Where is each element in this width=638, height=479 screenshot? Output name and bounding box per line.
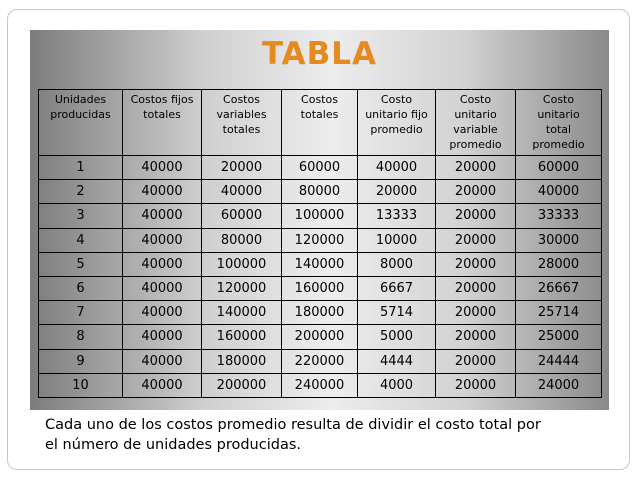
table-cell: 100000 bbox=[202, 252, 282, 276]
table-cell: 40000 bbox=[202, 180, 282, 204]
table-cell: 40000 bbox=[123, 373, 202, 397]
table-row bbox=[39, 156, 602, 180]
table-cell: 2 bbox=[39, 180, 123, 204]
table-cell: 5 bbox=[39, 252, 123, 276]
table-row bbox=[39, 349, 602, 373]
table-cell: 40000 bbox=[123, 156, 202, 180]
table-cell: 20000 bbox=[436, 276, 516, 300]
table-cell: 20000 bbox=[436, 228, 516, 252]
cost-table bbox=[38, 89, 602, 398]
table-cell: 26667 bbox=[516, 276, 602, 300]
table-cell: 6667 bbox=[358, 276, 436, 300]
table-cell: 60000 bbox=[282, 156, 358, 180]
table-row bbox=[39, 180, 602, 204]
table-cell: 28000 bbox=[516, 252, 602, 276]
table-cell: 40000 bbox=[123, 180, 202, 204]
table-cell: 8 bbox=[39, 325, 123, 349]
table-cell: 180000 bbox=[202, 349, 282, 373]
header-unidades-producidas: Unidades producidas bbox=[39, 90, 123, 156]
table-cell: 13333 bbox=[358, 204, 436, 228]
table-cell: 20000 bbox=[436, 349, 516, 373]
table-cell: 40000 bbox=[123, 228, 202, 252]
table-cell: 40000 bbox=[516, 180, 602, 204]
table-row bbox=[39, 373, 602, 397]
table-cell: 40000 bbox=[123, 204, 202, 228]
table-cell: 20000 bbox=[358, 180, 436, 204]
table-cell: 33333 bbox=[516, 204, 602, 228]
table-cell: 40000 bbox=[123, 349, 202, 373]
table-cell: 180000 bbox=[282, 301, 358, 325]
table-cell: 3 bbox=[39, 204, 123, 228]
table-cell: 140000 bbox=[202, 301, 282, 325]
table-cell: 20000 bbox=[436, 252, 516, 276]
header-costos-fijos-totales: Costos fijos totales bbox=[123, 90, 202, 156]
table-cell: 40000 bbox=[358, 156, 436, 180]
table-cell: 1 bbox=[39, 156, 123, 180]
table-cell: 240000 bbox=[282, 373, 358, 397]
table-cell: 60000 bbox=[516, 156, 602, 180]
table-cell: 200000 bbox=[202, 373, 282, 397]
header-costo-unitario-total-promedio: Costo unitario total promedio bbox=[516, 90, 602, 156]
table-cell: 160000 bbox=[202, 325, 282, 349]
table-cell: 20000 bbox=[436, 180, 516, 204]
table-cell: 9 bbox=[39, 349, 123, 373]
table-cell: 100000 bbox=[282, 204, 358, 228]
table-row bbox=[39, 301, 602, 325]
table-cell: 24444 bbox=[516, 349, 602, 373]
table-cell: 30000 bbox=[516, 228, 602, 252]
header-costo-unitario-variable-promedio: Costo unitario variable promedio bbox=[436, 90, 516, 156]
table-cell: 7 bbox=[39, 301, 123, 325]
table-cell: 5000 bbox=[358, 325, 436, 349]
table-cell: 120000 bbox=[282, 228, 358, 252]
table-row bbox=[39, 325, 602, 349]
header-costos-totales: Costos totales bbox=[282, 90, 358, 156]
table-cell: 10000 bbox=[358, 228, 436, 252]
table-cell: 40000 bbox=[123, 252, 202, 276]
table-cell: 20000 bbox=[202, 156, 282, 180]
table-cell: 24000 bbox=[516, 373, 602, 397]
table-cell: 6 bbox=[39, 276, 123, 300]
table-cell: 160000 bbox=[282, 276, 358, 300]
caption-line-1: Cada uno de los costos promedio resulta de dividir el costo total por bbox=[45, 417, 541, 433]
table-cell: 220000 bbox=[282, 349, 358, 373]
table-cell: 120000 bbox=[202, 276, 282, 300]
table-header-row bbox=[39, 90, 602, 156]
table-cell: 40000 bbox=[123, 325, 202, 349]
table-row bbox=[39, 252, 602, 276]
table-cell: 25000 bbox=[516, 325, 602, 349]
table-cell: 10 bbox=[39, 373, 123, 397]
slide-caption bbox=[45, 415, 605, 455]
table-cell: 20000 bbox=[436, 325, 516, 349]
table-cell: 80000 bbox=[202, 228, 282, 252]
table-cell: 20000 bbox=[436, 301, 516, 325]
table-cell: 40000 bbox=[123, 301, 202, 325]
table-row bbox=[39, 204, 602, 228]
table-cell: 4000 bbox=[358, 373, 436, 397]
header-costo-unitario-fijo-promedio: Costo unitario fijo promedio bbox=[358, 90, 436, 156]
table-cell: 20000 bbox=[436, 156, 516, 180]
caption-line-2: el número de unidades producidas. bbox=[45, 437, 301, 453]
slide-title: TABLA bbox=[261, 36, 378, 72]
table-cell: 4444 bbox=[358, 349, 436, 373]
table-row bbox=[39, 228, 602, 252]
header-costos-variables-totales: Costos variables totales bbox=[202, 90, 282, 156]
table-cell: 140000 bbox=[282, 252, 358, 276]
table-cell: 40000 bbox=[123, 276, 202, 300]
table-cell: 80000 bbox=[282, 180, 358, 204]
table-cell: 60000 bbox=[202, 204, 282, 228]
table-cell: 4 bbox=[39, 228, 123, 252]
table-cell: 8000 bbox=[358, 252, 436, 276]
table-cell: 200000 bbox=[282, 325, 358, 349]
table-cell: 25714 bbox=[516, 301, 602, 325]
table-cell: 5714 bbox=[358, 301, 436, 325]
table-cell: 20000 bbox=[436, 373, 516, 397]
table-row bbox=[39, 276, 602, 300]
table-cell: 20000 bbox=[436, 204, 516, 228]
